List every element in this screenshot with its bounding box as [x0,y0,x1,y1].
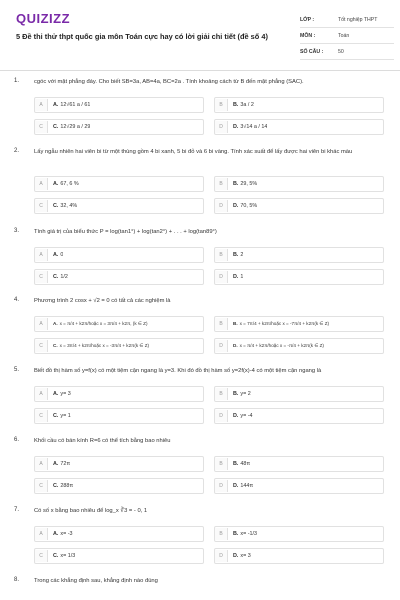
option-prefix: B. [233,252,239,258]
option-letter: A [35,458,48,470]
meta-value: 50 [338,48,344,55]
option-prefix: D. [233,413,239,419]
option-a[interactable] [34,526,204,542]
option-c[interactable] [34,548,204,564]
option-text: 288π [60,483,74,489]
option-letter: B [215,249,228,261]
option-letter: D [215,271,228,283]
question-number: 2. [14,148,20,154]
option-letter: A [35,318,48,330]
worksheet-header [0,0,400,71]
option-letter: D [215,200,228,212]
option-d[interactable] [214,338,384,354]
meta-row-question-count [300,44,394,60]
question-number: 8. [14,577,20,583]
option-d[interactable] [214,548,384,564]
question-text: Biết đồ thị hàm số y=f(x) có một tiệm cận ngang là y=3. Khi đó đồ thị hàm số y=2f(x)-4 có một tiệm cận ngang là [34,368,322,374]
option-prefix: A. [53,531,59,537]
option-d[interactable] [214,119,384,135]
option-prefix: A. [53,181,59,187]
question-number: 4. [14,297,20,303]
option-text: 72π [60,461,71,467]
question-text: Tính giá trị của biểu thức P = log(tan1°) + log(tan2°) + . . . + log(tan89°) [34,229,217,235]
option-prefix: A. [53,102,59,108]
option-letter: B [215,99,228,111]
question-number: 5. [14,367,20,373]
question-number: 1. [14,78,20,84]
option-prefix: B. [233,391,239,397]
option-c[interactable] [34,198,204,214]
option-a[interactable] [34,316,204,332]
option-letter: A [35,99,48,111]
meta-row-class [300,12,394,28]
worksheet-title: 5 Đề thi thử thpt quốc gia môn Toán cực hay có lời giải chi tiết (đề số 4) [16,32,268,41]
option-a[interactable] [34,386,204,402]
option-prefix: C. [53,343,58,348]
meta-value: Tốt nghiệp THPT [338,16,378,23]
option-prefix: D. [233,124,239,130]
option-c[interactable] [34,408,204,424]
option-a[interactable] [34,247,204,263]
option-prefix: C. [53,203,59,209]
option-letter: D [215,480,228,492]
option-b[interactable] [214,316,384,332]
option-letter: C [35,480,48,492]
option-text: 144π [240,483,254,489]
option-letter: D [215,340,228,352]
option-letter: D [215,550,228,562]
worksheet-meta [300,12,394,60]
option-text: 29, 5% [240,181,258,187]
option-letter: D [215,121,228,133]
option-letter: A [35,528,48,540]
option-text: x= 1/3 [60,553,76,559]
option-prefix: C. [53,274,59,280]
option-prefix: C. [53,413,59,419]
option-d[interactable] [214,478,384,494]
question-number: 6. [14,437,20,443]
meta-label: SỐ CÂU : [300,48,324,55]
option-prefix: B. [233,102,239,108]
meta-row-subject [300,28,394,44]
option-prefix: C. [53,124,59,130]
question-text: Lấy ngẫu nhiên hai viên bi từ một thùng gồm 4 bi xanh, 5 bi đỏ và 6 bi vàng. Tính xác suất để lấy được hai viên bi khác màu [34,149,353,155]
option-b[interactable] [214,176,384,192]
option-b[interactable] [214,386,384,402]
option-b[interactable] [214,526,384,542]
option-a[interactable] [34,456,204,472]
option-c[interactable] [34,119,204,135]
option-text: 2 [240,252,244,258]
option-prefix: D. [233,483,239,489]
option-prefix: D. [233,553,239,559]
option-text: 1 [240,274,244,280]
option-text: x= -3 [60,531,73,537]
option-prefix: D. [233,274,239,280]
option-prefix: D. [233,203,239,209]
option-text: 32, 4% [60,203,78,209]
option-text: x= -1/3 [240,531,258,537]
option-letter: C [35,200,48,212]
question-number: 7. [14,507,20,513]
option-a[interactable] [34,176,204,192]
option-c[interactable] [34,338,204,354]
option-text: 0 [60,252,64,258]
option-text: x = 3π/4 + k2π/hoặc x = -3π/4 + k2π(k ∈ Z) [59,343,150,348]
option-letter: C [35,121,48,133]
option-letter: B [215,388,228,400]
option-prefix: C. [53,553,59,559]
option-prefix: B. [233,321,238,326]
option-text: x= 3 [240,553,251,559]
option-text: y= 1 [60,413,71,419]
option-prefix: A. [53,391,59,397]
option-prefix: B. [233,461,239,467]
option-letter: A [35,388,48,400]
option-text: 70, 5% [240,203,258,209]
option-letter: C [35,410,48,422]
option-text: x = π/4 + k2π/hoặc x = -π/4 + k2π(k ∈ Z) [239,343,324,348]
meta-label: MÔN : [300,32,316,39]
option-prefix: B. [233,531,239,537]
question-text: cgóc với mặt phẳng đáy. Cho biết SB=3a, AB=4a, BC=2a . Tính khoảng cách từ B đến mặt phẳng (SAC). [34,79,304,85]
option-text: 12√61 a / 61 [60,102,91,108]
option-text: 12√29 a / 29 [60,124,91,130]
question-text: Khối cầu có bán kính R=6 có thể tích bằng bao nhiêu [34,438,171,444]
meta-label: LỚP : [300,16,315,23]
option-prefix: A. [53,252,59,258]
option-text: 1/2 [60,274,68,280]
option-text: y= 2 [240,391,251,397]
quizizz-logo[interactable]: QUIZIZZ [16,11,71,26]
option-letter: B [215,528,228,540]
option-c[interactable] [34,269,204,285]
option-text: 3√14 a / 14 [240,124,268,130]
option-letter: A [35,249,48,261]
option-prefix: A. [53,321,58,326]
option-text: x = 7π/4 + k2π/hoặc x = -7π/4 + k2π(k ∈ Z) [239,321,330,326]
option-letter: B [215,458,228,470]
option-text: y= 3 [60,391,71,397]
option-prefix: C. [53,483,59,489]
question-text: Có số x bằng bao nhiêu để log_x ∛3 = - 0, 1 [34,508,148,514]
option-prefix: B. [233,181,239,187]
option-b[interactable] [214,97,384,113]
meta-value: Toán [338,32,350,39]
option-letter: B [215,178,228,190]
option-letter: C [35,550,48,562]
question-text: Phương trình 2 cosx + √2 = 0 có tất cả các nghiệm là [34,298,171,304]
question-number: 3. [14,228,20,234]
option-d[interactable] [214,408,384,424]
option-text: x = π/4 + k2π/hoặc x = 3π/4 + k2π, (k ∈ Z) [59,321,148,326]
question-text: Trong các khẳng định sau, khẳng định nào đúng [34,578,158,584]
option-text: 67, 6 % [60,181,79,187]
option-prefix: A. [53,461,59,467]
option-c[interactable] [34,478,204,494]
option-text: 48π [240,461,251,467]
option-b[interactable] [214,456,384,472]
option-letter: C [35,340,48,352]
option-letter: D [215,410,228,422]
option-text: 3a / 2 [240,102,254,108]
option-prefix: D. [233,343,238,348]
option-letter: A [35,178,48,190]
option-letter: B [215,318,228,330]
option-letter: C [35,271,48,283]
option-text: y= -4 [240,413,253,419]
option-d[interactable] [214,269,384,285]
option-b[interactable] [214,247,384,263]
option-a[interactable] [34,97,204,113]
option-d[interactable] [214,198,384,214]
